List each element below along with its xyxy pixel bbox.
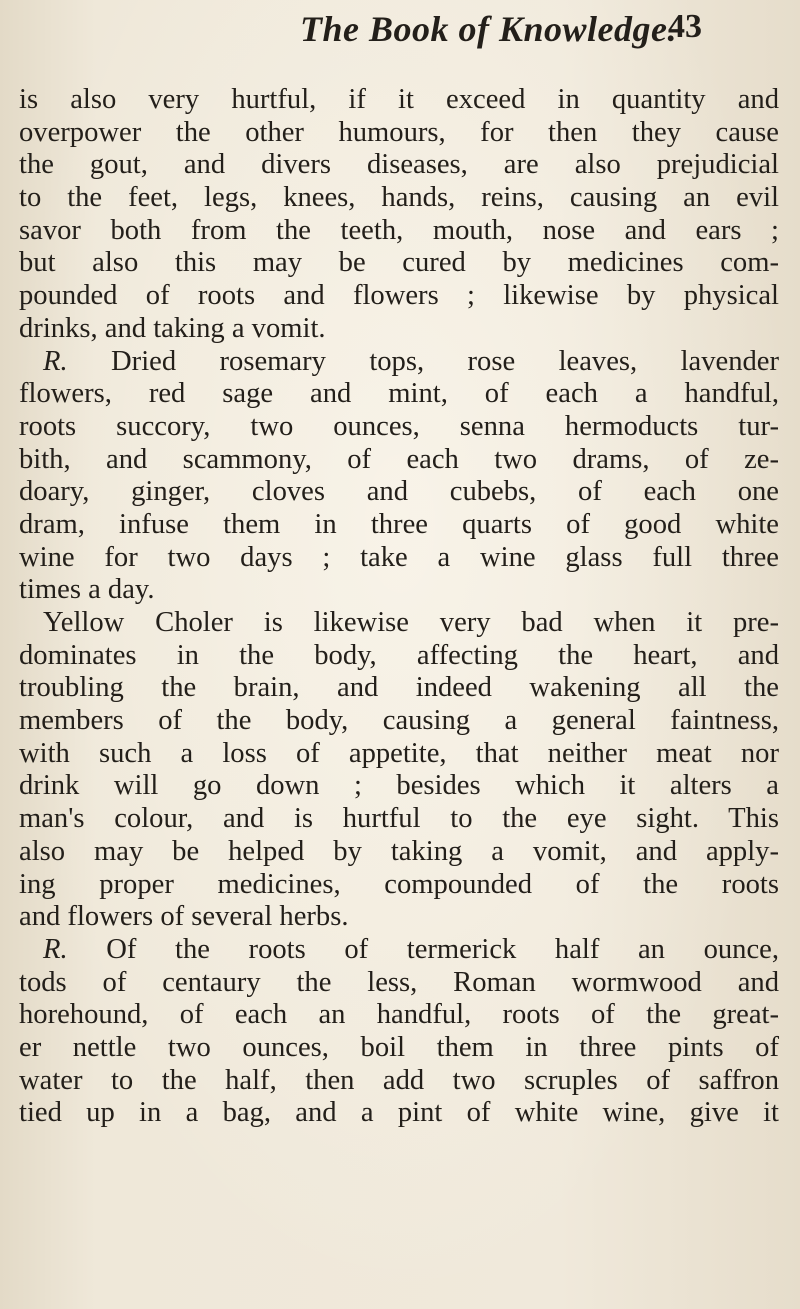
text-line	[19, 1032, 779, 1065]
line-text: overpower the other humours, for then they cause	[19, 116, 779, 148]
text-line	[19, 901, 779, 934]
line-text: man's colour, and is hurtful to the eye sight. This	[19, 803, 779, 835]
text-line	[19, 967, 779, 1000]
text-line	[19, 672, 779, 705]
text-line	[19, 770, 779, 803]
text-line	[19, 378, 779, 411]
text-line	[19, 803, 779, 836]
line-text: tods of centaury the less, Roman wormwood and	[19, 966, 779, 998]
line-text: drink will go down ; besides which it alters a	[19, 770, 779, 802]
line-text: dominates in the body, affecting the heart, and	[19, 639, 779, 671]
text-line	[19, 444, 779, 477]
text-line	[19, 280, 779, 313]
text-line	[19, 313, 779, 346]
text-line	[19, 247, 779, 280]
line-text: roots succory, two ounces, senna hermoducts tur-	[19, 410, 779, 442]
text-line	[19, 149, 779, 182]
line-text: pounded of roots and flowers ; likewise by physical	[19, 280, 779, 312]
text-line	[19, 738, 779, 771]
text-line	[19, 574, 779, 607]
text-line	[19, 999, 779, 1032]
line-text: horehound, of each an handful, roots of the great-	[19, 999, 779, 1031]
line-text: to the feet, legs, knees, hands, reins, causing an evil	[19, 182, 779, 214]
line-text: troubling the brain, and indeed wakening all the	[19, 672, 779, 704]
text-line	[19, 117, 779, 150]
line-text: dram, infuse them in three quarts of good white	[19, 508, 779, 540]
text-line	[19, 476, 779, 509]
line-text: also may be helped by taking a vomit, and apply-	[19, 835, 779, 867]
line-text: tied up in a bag, and a pint of white wine, give it	[19, 1097, 779, 1129]
line-text: Of the roots of termerick half an ounce,	[67, 933, 779, 965]
page-number: 43	[668, 8, 702, 45]
line-text: drinks, and taking a vomit.	[19, 312, 326, 344]
line-text: bith, and scammony, of each two drams, of ze-	[19, 443, 779, 475]
recipe-marker: R.	[43, 933, 68, 965]
text-line	[19, 705, 779, 738]
text-line	[19, 934, 779, 967]
text-line	[19, 346, 779, 379]
line-text: Dried rosemary tops, rose leaves, lavender	[67, 345, 779, 377]
text-line	[19, 215, 779, 248]
line-text: savor both from the teeth, mouth, nose and ears ;	[19, 214, 779, 246]
page-header	[0, 6, 800, 66]
line-text: er nettle two ounces, boil them in three pints of	[19, 1031, 779, 1063]
line-text: the gout, and divers diseases, are also prejudicial	[19, 149, 779, 181]
running-title: The Book of Knowledge.	[300, 9, 677, 49]
text-line	[19, 411, 779, 444]
text-line	[19, 509, 779, 542]
line-text: wine for two days ; take a wine glass full three	[19, 541, 779, 573]
line-text: water to the half, then add two scruples of saffron	[19, 1064, 779, 1096]
line-text: and flowers of several herbs.	[19, 901, 349, 933]
line-text: times a day.	[19, 574, 155, 606]
body-text	[19, 84, 779, 1130]
text-line	[19, 542, 779, 575]
line-text: but also this may be cured by medicines com-	[19, 247, 779, 279]
line-text: members of the body, causing a general faintness,	[19, 705, 779, 737]
line-text: flowers, red sage and mint, of each a handful,	[19, 378, 779, 410]
text-line	[19, 1065, 779, 1098]
text-line	[19, 836, 779, 869]
line-text: doary, ginger, cloves and cubebs, of each one	[19, 476, 779, 508]
recipe-marker: R.	[43, 345, 68, 377]
line-text: with such a loss of appetite, that neither meat nor	[19, 737, 779, 769]
text-line	[19, 607, 779, 640]
text-line	[19, 640, 779, 673]
line-text: ing proper medicines, compounded of the roots	[19, 868, 779, 900]
text-line	[19, 182, 779, 215]
text-line	[19, 1097, 779, 1130]
line-text: Yellow Choler is likewise very bad when it pre-	[43, 607, 779, 638]
text-line	[19, 84, 779, 117]
text-line	[19, 869, 779, 902]
line-text: is also very hurtful, if it exceed in quantity and	[19, 84, 779, 115]
